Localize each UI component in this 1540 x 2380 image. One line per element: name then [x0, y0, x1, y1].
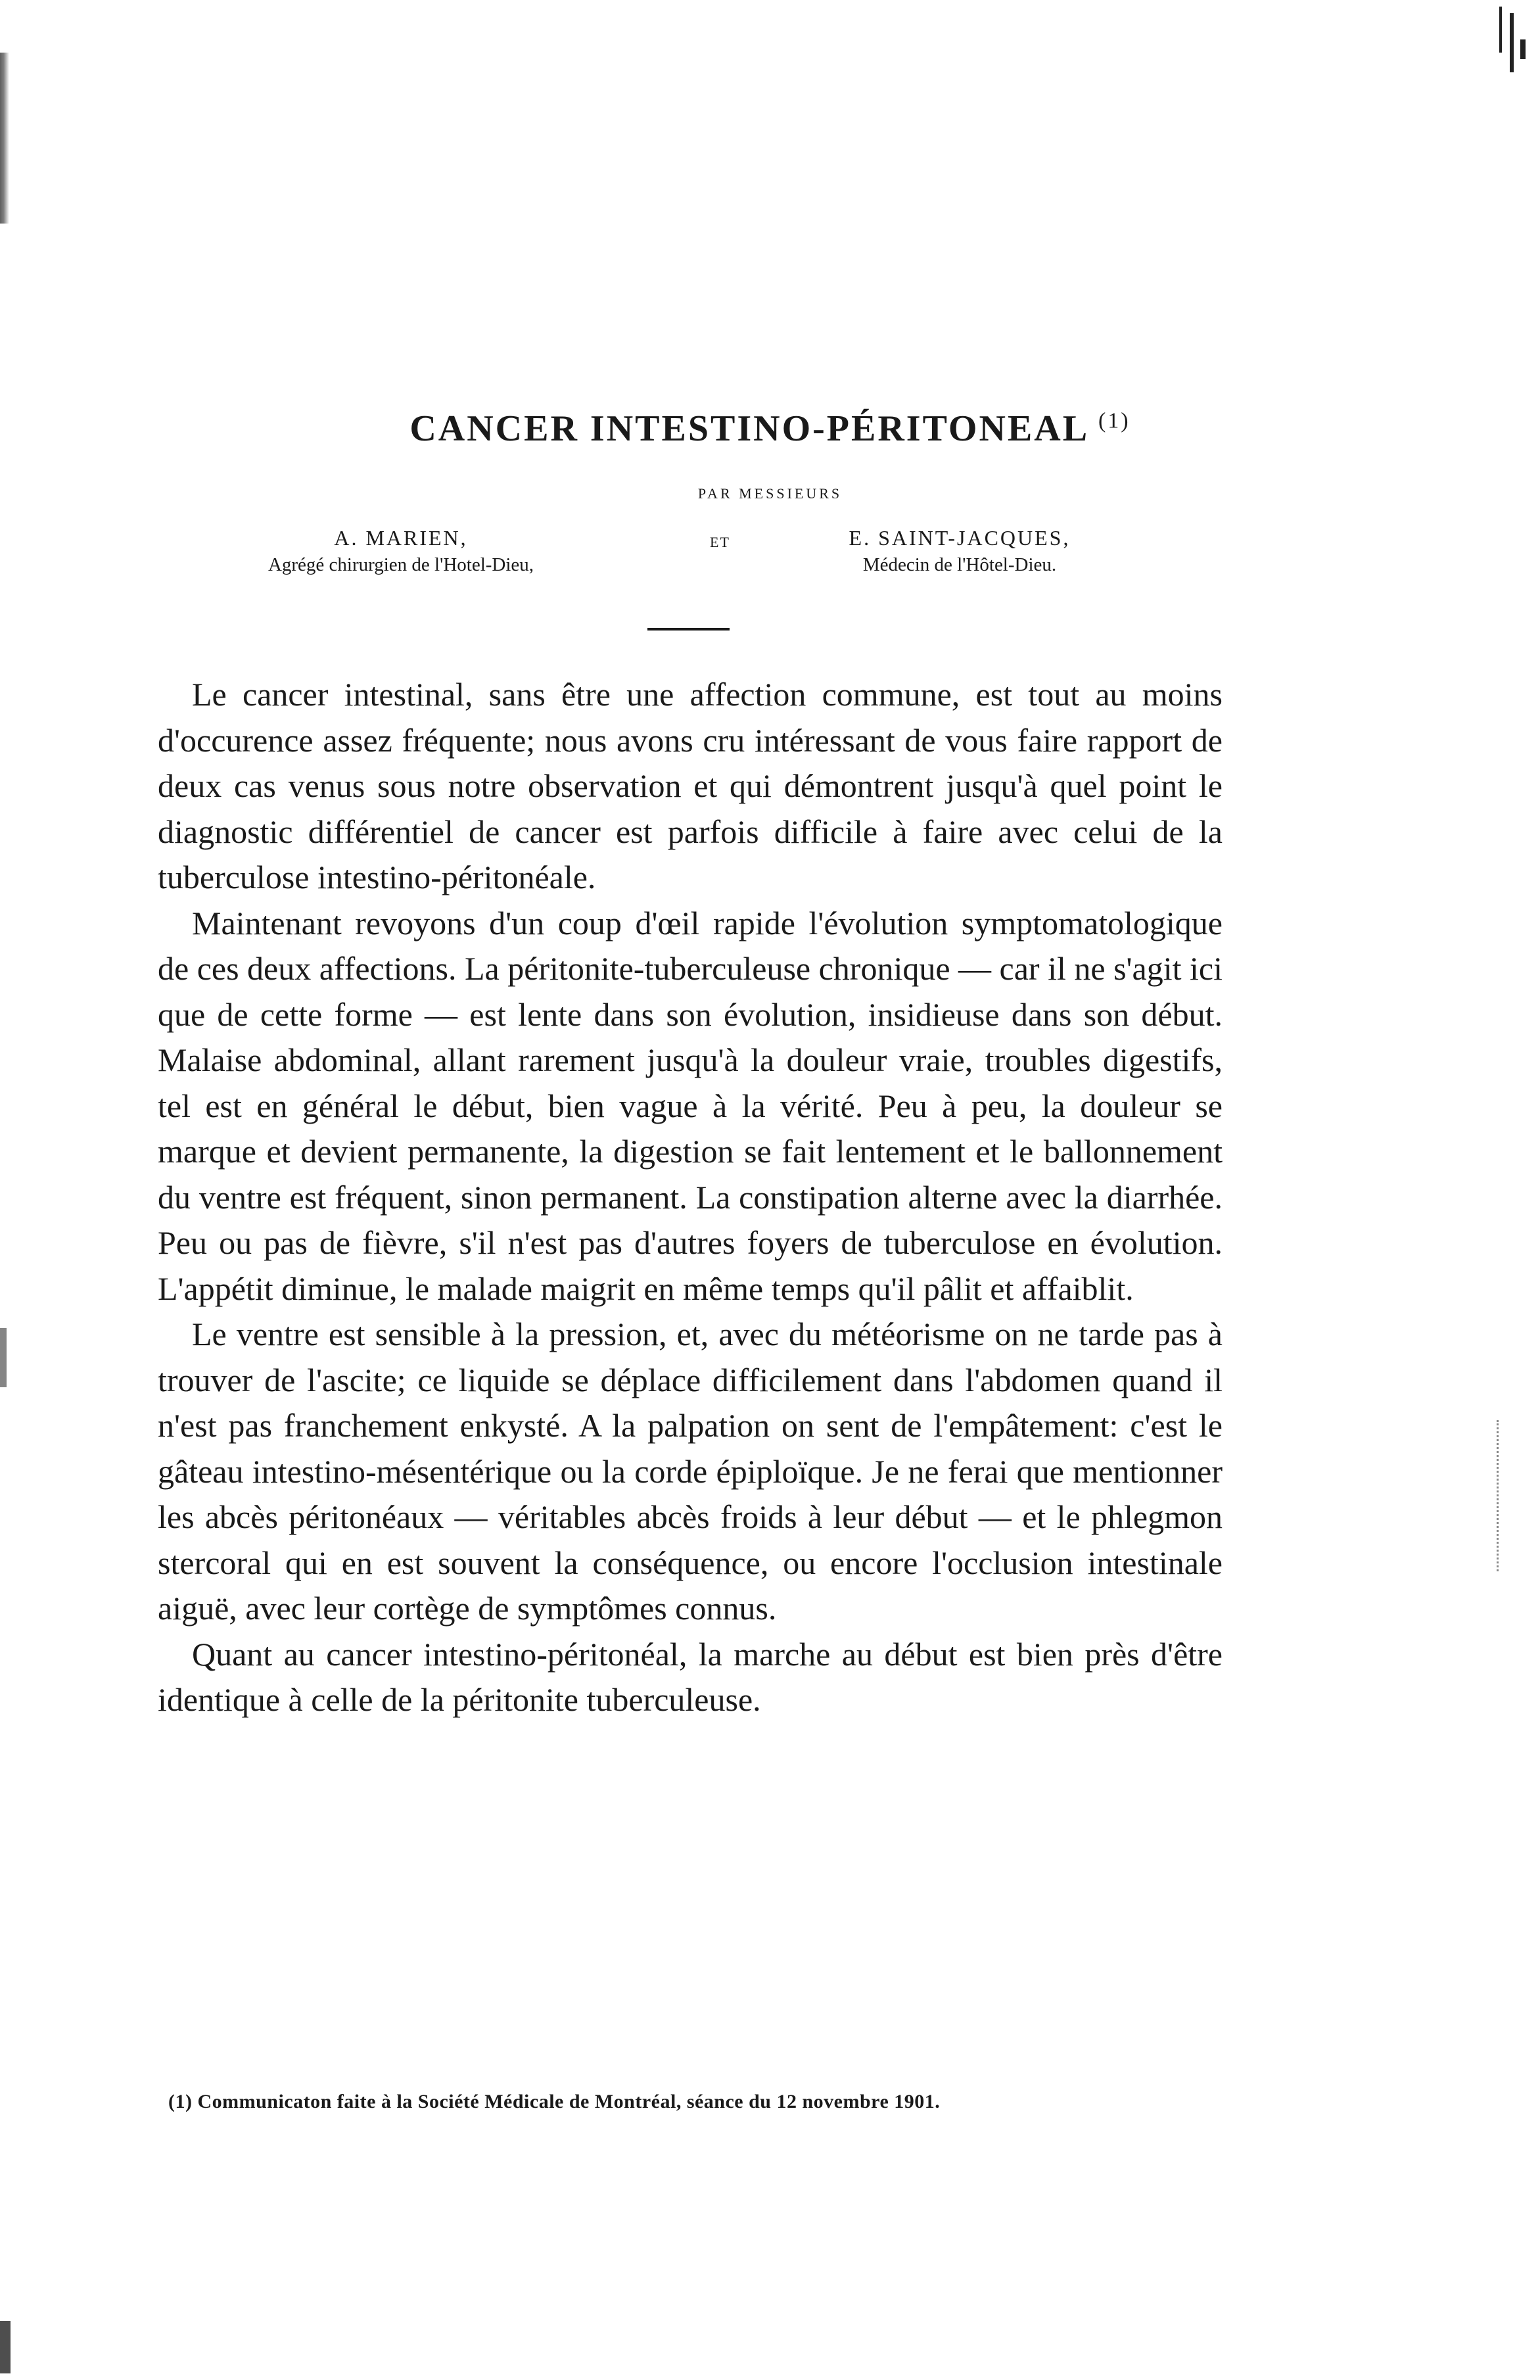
scan-edge-shadow	[0, 53, 9, 224]
author-name: E. SAINT-JACQUES,	[849, 526, 1071, 550]
scan-edge-mark	[0, 1328, 7, 1387]
author-name: A. MARIEN,	[334, 526, 468, 550]
body-paragraph: Maintenant revoyons d'un coup d'œil rapide l'évolution symptomatologique de ces deux affections. La péritonite-tuberculeuse chronique — car il ne s'agit ici que de cette forme — est lente dans son évolution, insidieuse dans son début. Malaise abdominal, allant rarement jusqu'à la douleur vraie, troubles digestifs, tel est en général le début, bien vague à la vérité. Peu à peu, la douleur se marque et devient permanente, la digestion se fait lentement et le ballonnement du ventre est fréquent, sinon permanent. La constipation alterne avec la diarrhée. Peu ou pas de fièvre, s'il n'est pas d'autres foyers de tuberculose en évolution. L'appétit diminue, le malade maigrit en même temps qu'il pâlit et affaiblit.	[158, 904, 1223, 1307]
scan-edge-mark	[0, 2321, 11, 2373]
scan-corner-marks	[1494, 0, 1533, 99]
article-body	[158, 672, 1223, 1723]
author-block	[789, 526, 1131, 576]
byline: PAR MESSIEURS	[697, 485, 843, 502]
footnote: (1) Communicaton faite à la Société Médicale de Montréal, séance du 12 novembre 1901.	[168, 2091, 941, 2112]
article-title: CANCER INTESTINO-PÉRITONEAL	[409, 408, 1087, 449]
author-role: Agrégé chirurgien de l'Hotel-Dieu,	[268, 554, 534, 575]
scan-dotted-mark	[1497, 1420, 1501, 1571]
section-divider	[647, 628, 730, 631]
author-conjunction: ET	[710, 534, 730, 550]
body-paragraph: Le cancer intestinal, sans être une affection commune, est tout au moins d'occurence assez fréquente; nous avons cru intéressant de vous faire rapport de deux cas venus sous notre observation et qui démontrent jusqu'à quel point le diagnostic différentiel de cancer est parfois difficile à faire avec celui de la tuberculose intestino-péritonéale.	[158, 676, 1223, 895]
body-paragraph: Le ventre est sensible à la pression, et, avec du météorisme on ne tarde pas à trouver de l'ascite; ce liquide se déplace difficilement dans l'abdomen quand il n'est pas franchement enkysté. A la palpation on sent de l'empâtement: c'est le gâteau intestino-mésentérique ou la corde épiploïque. Je ne ferai que mentionner les abcès péritonéaux — véritables abcès froids à leur début — et le phlegmon stercoral qui en est souvent la conséquence, ou encore l'occlusion intestinale aiguë, avec leur cortège de symptômes connus.	[158, 1316, 1223, 1627]
article-title-block	[0, 408, 1540, 450]
title-footnote-marker: (1)	[1098, 408, 1131, 433]
body-paragraph: Quant au cancer intestino-péritonéal, la marche au début est bien près d'être identique à celle de la péritonite tuberculeuse.	[158, 1635, 1223, 1718]
author-block	[197, 526, 605, 576]
author-role: Médecin de l'Hôtel-Dieu.	[862, 554, 1057, 575]
